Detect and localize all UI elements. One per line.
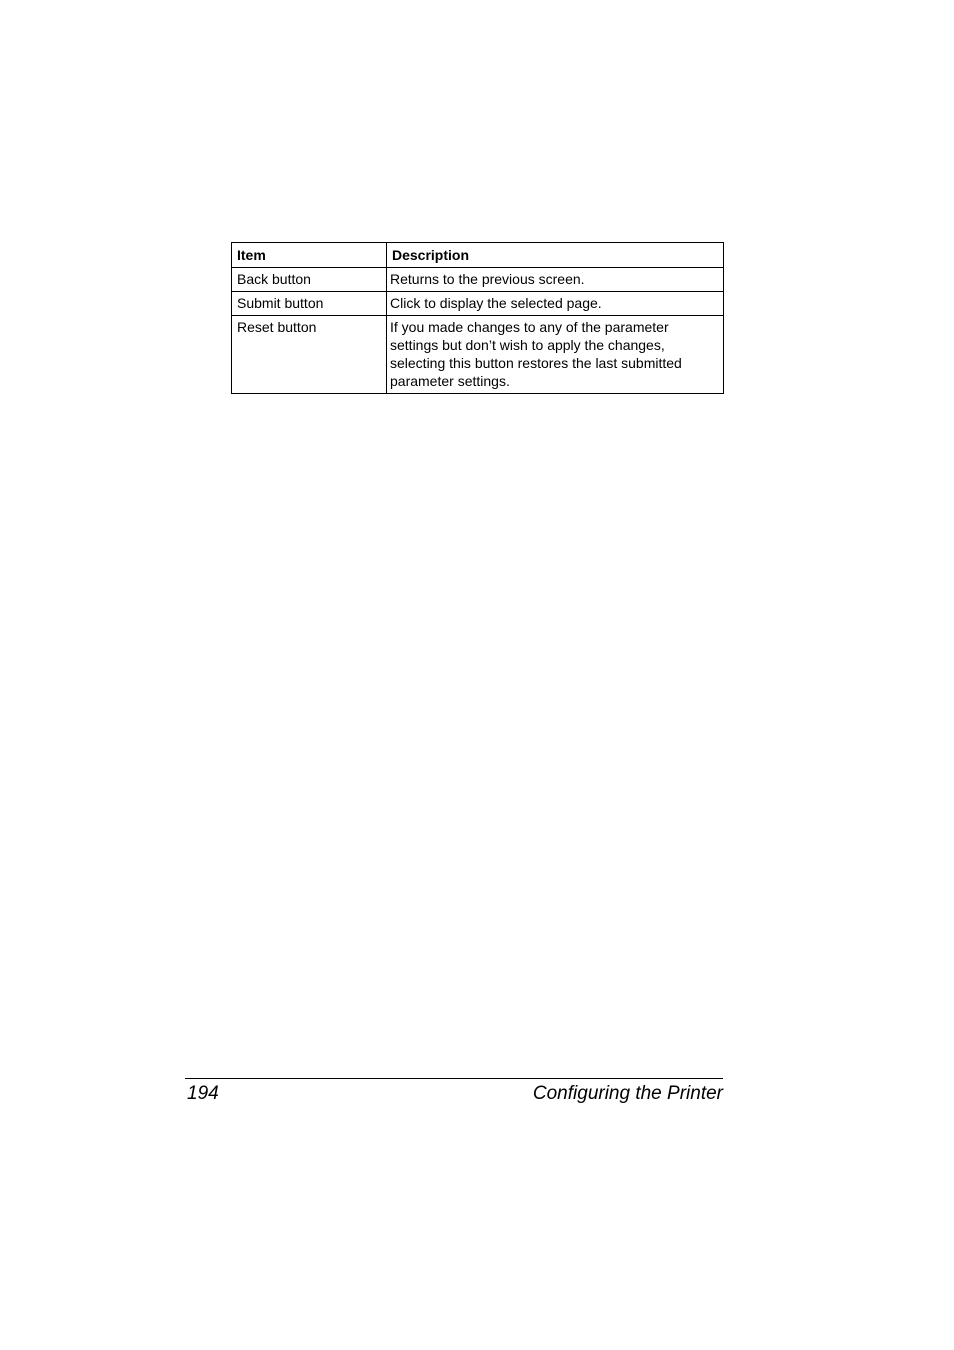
row-item-back-button: Back button: [232, 268, 387, 292]
page-number: 194: [187, 1083, 219, 1104]
header-description: Description: [387, 243, 724, 268]
row-item-submit-button: Submit button: [232, 292, 387, 316]
footer-divider: [185, 1078, 723, 1079]
table-row: [232, 268, 724, 292]
row-item-reset-button: Reset button: [232, 316, 387, 394]
chapter-title: Configuring the Printer: [532, 1083, 723, 1104]
table-header-row: [232, 243, 724, 268]
header-item: Item: [232, 243, 387, 268]
table-row: [232, 316, 724, 394]
row-description: If you made changes to any of the parameter settings but don’t wish to apply the changes, selecting this button restores the last submitted parameter settings.: [387, 316, 724, 394]
item-description-table: [231, 242, 724, 394]
row-description: Click to display the selected page.: [387, 292, 724, 316]
table-row: [232, 292, 724, 316]
row-description: Returns to the previous screen.: [387, 268, 724, 292]
